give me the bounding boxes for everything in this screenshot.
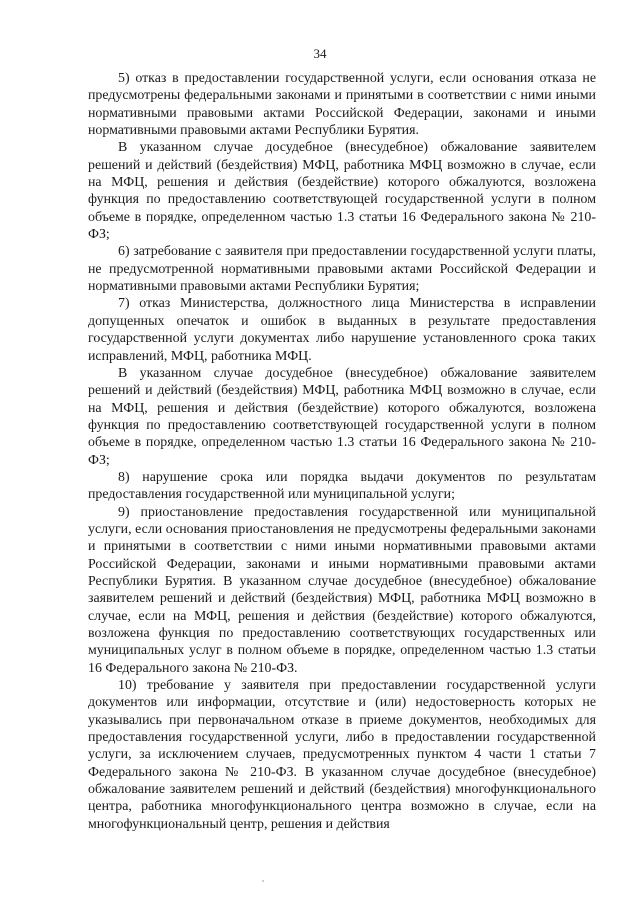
- page-number: 34: [313, 46, 327, 61]
- document-body: [88, 70, 596, 833]
- paragraph-item-9: 9) приостановление предоставления государственной или муниципальной услуги, если основания приостановления не предусмотрены федеральными законами и принятыми в соответствии с ними иными нормативными правовыми актами Российской Федерации, законами и иными нормативными правовыми актами Республики Бурятия. В указанном случае досудебное (внесудебное) обжалование заявителем решений и действий (бездействия) МФЦ, работника МФЦ возможно в случае, если на МФЦ, решения и действия (бездействие) которого обжалуются, возложена функция по предоставлению соответствующих государственных или муниципальных услуг в полном объеме в порядке, определенном частью 1.3 статьи 16 Федерального закона № 210-ФЗ.: [88, 504, 596, 676]
- paragraph-item-6: 6) затребование с заявителя при предоставлении государственной услуги платы, не предусмотренной нормативными правовыми актами Российской Федерации и нормативными правовыми актами Республики Бурятия;: [88, 244, 596, 295]
- paragraph-item-7-note: В указанном случае досудебное (внесудебное) обжалование заявителем решений и действий (бездействия) МФЦ, работника МФЦ возможно в случае, если на МФЦ, решения и действия (бездействие) которого обжалуются, возложена функция по предоставлению соответствующей государственной услуги в полном объеме в порядке, определенном частью 1.3 статьи 16 Федерального закона № 210-ФЗ;: [88, 365, 596, 468]
- paragraph-item-10: 10) требование у заявителя при предоставлении государственной услуги документов или информации, отсутствие и (или) недостоверность которых не указывались при первоначальном отказе в приеме документов, необходимых для предоставления государственной услуги, либо в предоставлении государственной услуги, за исключением случаев, предусмотренных пунктом 4 части 1 статьи 7 Федерального закона № 210-ФЗ. В указанном случае досудебное (внесудебное) обжалование заявителем решений и действий (бездействия) многофункционального центра, работника многофункционального центра возможно в случае, если на многофункциональный центр, решения и действия: [88, 678, 596, 832]
- paragraph-item-5-note: В указанном случае досудебное (внесудебное) обжалование заявителем решений и действий (бездействия) МФЦ, работника МФЦ возможно в случае, если на МФЦ, решения и действия (бездействие) которого обжалуются, возложена функция по предоставлению соответствующей государственной услуги в полном объеме в порядке, определенном частью 1.3 статьи 16 Федерального закона № 210-ФЗ;: [88, 140, 596, 243]
- paragraph-item-8: 8) нарушение срока или порядка выдачи документов по результатам предоставления государственной или муниципальной услуги;: [88, 469, 596, 503]
- paragraph-item-7: 7) отказ Министерства, должностного лица Министерства в исправлении допущенных опечаток и ошибок в выданных в результате предоставления государственной услуги документах либо нарушение установленного срока таких исправлений, МФЦ, работника МФЦ.: [88, 296, 596, 364]
- scan-speck: [262, 880, 264, 882]
- paragraph-item-5: 5) отказ в предоставлении государственной услуги, если основания отказа не предусмотрены федеральными законами и принятыми в соответствии с ними иными нормативными правовыми актами Российской Федерации, законами и иными нормативными правовыми актами Республики Бурятия.: [88, 71, 596, 139]
